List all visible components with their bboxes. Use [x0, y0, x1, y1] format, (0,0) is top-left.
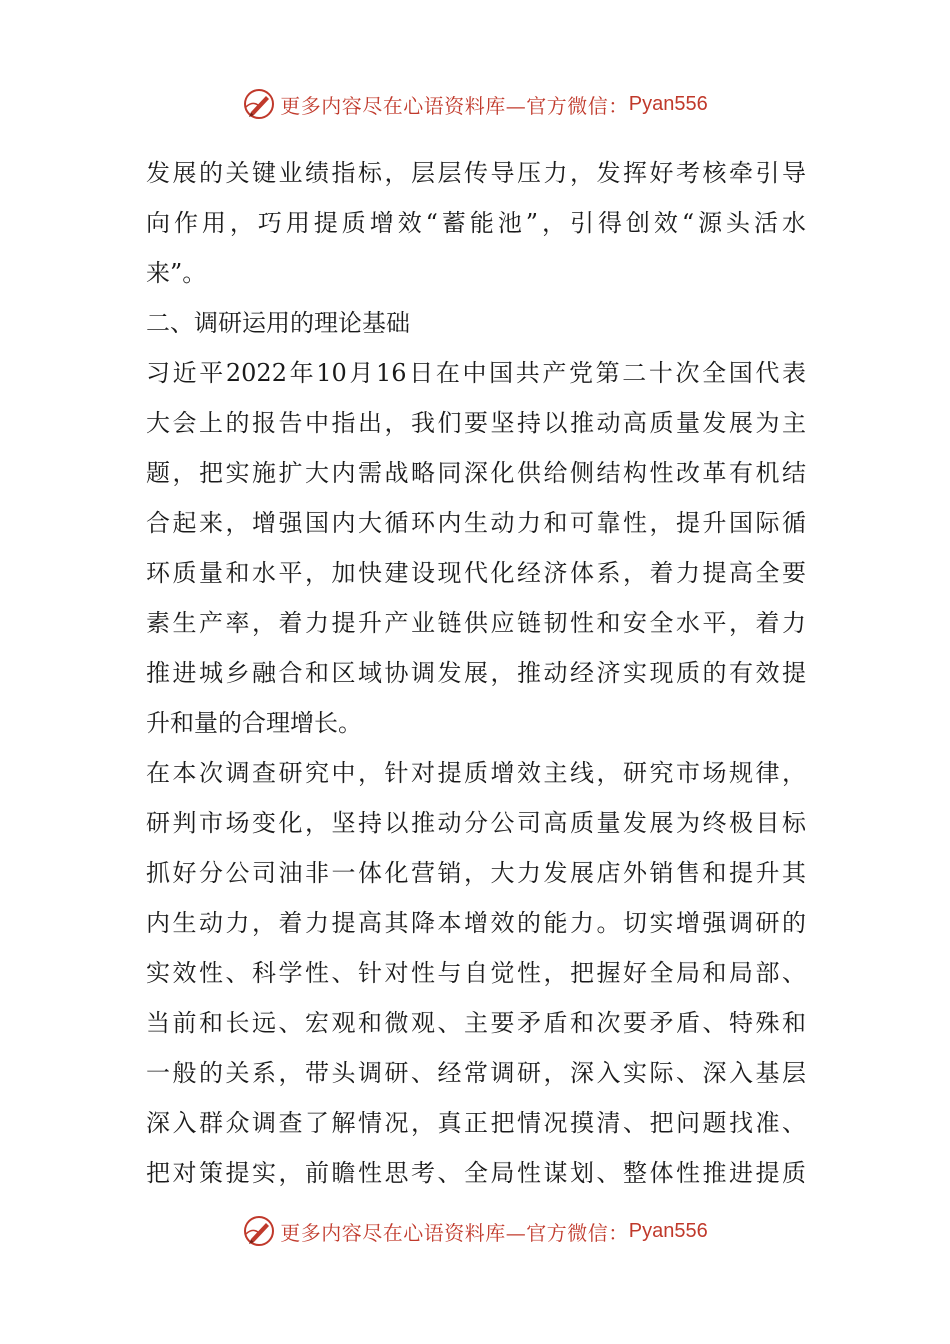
- pen-logo-icon: [242, 1214, 276, 1248]
- section-heading: 二、调研运用的理论基础: [146, 309, 410, 337]
- text-line: 一般的关系，带头调研、经常调研，深入实际、深入基层: [146, 1059, 806, 1087]
- text-line: 大会上的报告中指出，我们要坚持以推动高质量发展为主: [146, 409, 806, 437]
- text-line: 素生产率，着力提升产业链供应链韧性和安全水平，着力: [146, 609, 806, 637]
- text-line: 实效性、科学性、针对性与自觉性，把握好全局和局部、: [146, 959, 806, 987]
- text-line: 升和量的合理增长。: [146, 709, 362, 737]
- text-line: 抓好分公司油非一体化营销，大力发展店外销售和提升其: [146, 859, 806, 887]
- text-line: 研判市场变化，坚持以推动分公司高质量发展为终极目标: [146, 809, 806, 837]
- text-line: 发展的关键业绩指标，层层传导压力，发挥好考核牵引导: [146, 159, 806, 187]
- text-line: 推进城乡融合和区域协调发展，推动经济实现质的有效提: [146, 659, 806, 687]
- text-line: 深入群众调查了解情况，真正把情况摸清、把问题找准、: [146, 1109, 806, 1137]
- banner-text: 更多内容尽在心语资料库—官方微信：: [280, 93, 629, 118]
- pen-logo-icon: [242, 87, 276, 121]
- header-watermark-banner: [0, 84, 950, 124]
- banner-text: 更多内容尽在心语资料库—官方微信：: [280, 1220, 629, 1245]
- text-line: 来”。: [146, 259, 207, 287]
- text-line: 向作用，巧用提质增效“蓄能池”，引得创效“源头活水: [146, 209, 806, 237]
- text-line: 内生动力，着力提高其降本增效的能力。切实增强调研的: [146, 909, 806, 937]
- banner-wechat-id: Pyan556: [628, 92, 708, 115]
- text-line: 题，把实施扩大内需战略同深化供给侧结构性改革有机结: [146, 459, 806, 487]
- text-line: 习近平2022年10月16日在中国共产党第二十次全国代表: [146, 359, 806, 387]
- footer-watermark-banner: [0, 1211, 950, 1251]
- text-line: 合起来，增强国内大循环内生动力和可靠性，提升国际循: [146, 509, 806, 537]
- text-line: 把对策提实，前瞻性思考、全局性谋划、整体性推进提质: [146, 1159, 806, 1187]
- banner-wechat-id: Pyan556: [628, 1219, 708, 1242]
- text-line: 在本次调查研究中，针对提质增效主线，研究市场规律，: [146, 759, 806, 787]
- document-body: [146, 148, 806, 1198]
- text-line: 环质量和水平，加快建设现代化经济体系，着力提高全要: [146, 559, 806, 587]
- text-line: 当前和长远、宏观和微观、主要矛盾和次要矛盾、特殊和: [146, 1009, 806, 1037]
